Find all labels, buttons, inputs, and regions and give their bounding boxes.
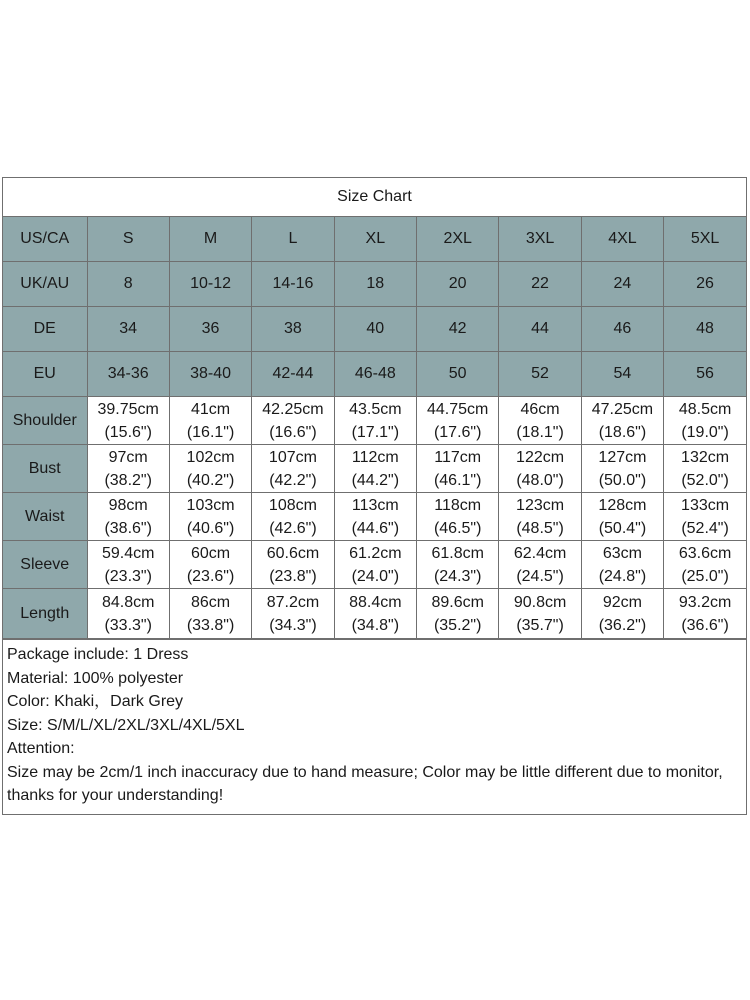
measurement-cell (334, 541, 416, 589)
measurement-cell (499, 445, 581, 493)
cm-value: 63.6cm (678, 544, 732, 562)
measurement-cell (664, 541, 746, 589)
product-notes (3, 639, 746, 814)
cm-value: 97cm (108, 448, 148, 466)
measurement-cell (252, 493, 334, 541)
measurement-cell (664, 589, 746, 639)
inch-value: (17.1") (351, 423, 400, 441)
measurement-cell (169, 541, 251, 589)
cm-value: 123cm (516, 496, 565, 514)
measurement-cell (499, 493, 581, 541)
inch-value: (36.6") (681, 616, 729, 634)
measurement-cell (581, 541, 663, 589)
measurement-cell (169, 445, 251, 493)
inch-value: (50.0") (598, 471, 647, 489)
size-cell: 44 (499, 307, 581, 352)
inch-value: (18.1") (516, 423, 564, 441)
cm-value: 48.5cm (678, 400, 732, 418)
measurement-cell (499, 541, 581, 589)
inch-value: (24.3") (433, 567, 482, 585)
cm-value: 47.25cm (591, 400, 654, 418)
size-cell: 36 (169, 307, 251, 352)
measurement-cell (499, 397, 581, 445)
measurement-cell (87, 445, 169, 493)
size-cell: 2XL (417, 217, 499, 262)
row-label: US/CA (3, 217, 87, 262)
cm-value: 87.2cm (266, 593, 320, 611)
disclaimer-note: Size may be 2cm/1 inch inaccuracy due to hand measure; Color may be little different due to monitor, thanks for your understanding! (7, 763, 723, 804)
cm-value: 102cm (186, 448, 235, 466)
size-cell: 46 (581, 307, 663, 352)
size-cell: 38 (252, 307, 334, 352)
cm-value: 41cm (191, 400, 231, 418)
row-label: Bust (3, 445, 87, 493)
size-cell: 42-44 (252, 352, 334, 397)
cm-value: 46cm (520, 400, 560, 418)
size-system-row (3, 307, 746, 352)
measurement-row (3, 541, 746, 589)
inch-value: (40.6") (186, 519, 235, 537)
cm-value: 92cm (602, 593, 642, 611)
inch-value: (16.1") (186, 423, 235, 441)
measurement-cell (499, 589, 581, 639)
cm-value: 62.4cm (513, 544, 567, 562)
inch-value: (36.2") (598, 616, 647, 634)
cm-value: 42.25cm (262, 400, 324, 418)
measurement-cell (252, 541, 334, 589)
cm-value: 60.6cm (266, 544, 320, 562)
size-cell: 40 (334, 307, 416, 352)
measurement-cell (417, 493, 499, 541)
measurement-cell (417, 541, 499, 589)
inch-value: (35.2") (433, 616, 482, 634)
measurement-row (3, 493, 746, 541)
measurement-row (3, 445, 746, 493)
cm-value: 84.8cm (101, 593, 155, 611)
inch-value: (44.2") (351, 471, 400, 489)
inch-value: (19.0") (681, 423, 729, 441)
inch-value: (35.7") (516, 616, 564, 634)
measurement-cell (334, 397, 416, 445)
inch-value: (24.0") (351, 567, 400, 585)
inch-value: (23.3") (104, 567, 152, 585)
cm-value: 44.75cm (427, 400, 489, 418)
cm-value: 89.6cm (431, 593, 484, 611)
measurement-cell (581, 493, 663, 541)
row-label: Length (3, 589, 87, 639)
cm-value: 103cm (186, 496, 235, 514)
inch-value: (23.6") (186, 567, 235, 585)
inch-value: (33.8") (186, 616, 235, 634)
inch-value: (34.8") (351, 616, 400, 634)
inch-value: (38.6") (104, 519, 152, 537)
cm-value: 118cm (434, 496, 482, 514)
cm-value: 61.8cm (431, 544, 484, 562)
inch-value: (24.8") (598, 567, 647, 585)
inch-value: (42.6") (269, 519, 317, 537)
inch-value: (48.0") (516, 471, 564, 489)
inch-value: (18.6") (598, 423, 647, 441)
inch-value: (44.6") (351, 519, 400, 537)
size-cell: 3XL (499, 217, 581, 262)
material-note: Material: 100% polyester (7, 669, 184, 687)
cm-value: 59.4cm (101, 544, 155, 562)
inch-value: (42.2") (269, 471, 317, 489)
measurement-cell (87, 397, 169, 445)
measurement-cell (252, 397, 334, 445)
size-cell: M (169, 217, 251, 262)
cm-value: 90.8cm (513, 593, 567, 611)
measurement-cell (417, 397, 499, 445)
size-cell: L (252, 217, 334, 262)
cm-value: 112cm (351, 448, 399, 466)
row-label: DE (3, 307, 87, 352)
size-cell: S (87, 217, 169, 262)
size-cell: 4XL (581, 217, 663, 262)
inch-value: (52.0") (681, 471, 729, 489)
size-cell: 50 (417, 352, 499, 397)
cm-value: 133cm (681, 496, 730, 514)
size-cell: 26 (664, 262, 746, 307)
size-note: Size: S/M/L/XL/2XL/3XL/4XL/5XL (7, 716, 245, 734)
size-cell: 54 (581, 352, 663, 397)
inch-value: (17.6") (433, 423, 482, 441)
row-label: UK/AU (3, 262, 87, 307)
size-cell: 34-36 (87, 352, 169, 397)
measurement-row (3, 589, 746, 639)
package-note: Package include: 1 Dress (7, 646, 189, 663)
cm-value: 132cm (681, 448, 730, 466)
inch-value: (25.0") (681, 567, 729, 585)
size-cell: 24 (581, 262, 663, 307)
size-cell: XL (334, 217, 416, 262)
cm-value: 39.75cm (97, 400, 159, 418)
inch-value: (34.3") (269, 616, 317, 634)
cm-value: 43.5cm (349, 400, 402, 418)
attention-note: Attention: (7, 740, 75, 757)
size-cell: 38-40 (169, 352, 251, 397)
size-cell: 46-48 (334, 352, 416, 397)
measurement-cell (334, 445, 416, 493)
row-label: Sleeve (3, 541, 87, 589)
row-label: Shoulder (3, 397, 87, 445)
cm-value: 63cm (602, 544, 642, 562)
cm-value: 88.4cm (349, 593, 402, 611)
size-cell: 42 (417, 307, 499, 352)
cm-value: 107cm (268, 448, 317, 466)
measurement-cell (252, 589, 334, 639)
cm-value: 127cm (598, 448, 647, 466)
size-system-row (3, 217, 746, 262)
inch-value: (46.5") (433, 519, 482, 537)
size-cell: 56 (664, 352, 746, 397)
size-system-row (3, 352, 746, 397)
measurement-cell (664, 445, 746, 493)
size-cell: 5XL (664, 217, 746, 262)
size-cell: 20 (417, 262, 499, 307)
size-cell: 48 (664, 307, 746, 352)
row-label: Waist (3, 493, 87, 541)
size-table (3, 217, 746, 639)
size-cell: 52 (499, 352, 581, 397)
measurement-cell (664, 397, 746, 445)
inch-value: (50.4") (598, 519, 647, 537)
measurement-cell (169, 493, 251, 541)
measurement-cell (581, 397, 663, 445)
inch-value: (24.5") (516, 567, 564, 585)
measurement-cell (334, 589, 416, 639)
size-cell: 8 (87, 262, 169, 307)
size-cell: 18 (334, 262, 416, 307)
measurement-cell (581, 589, 663, 639)
inch-value: (23.8") (269, 567, 317, 585)
row-label: EU (3, 352, 87, 397)
cm-value: 86cm (191, 593, 231, 611)
measurement-cell (87, 541, 169, 589)
cm-value: 98cm (108, 496, 148, 514)
cm-value: 122cm (516, 448, 565, 466)
inch-value: (15.6") (104, 423, 152, 441)
inch-value: (46.1") (433, 471, 482, 489)
color-note: Color: Khaki，Dark Grey (7, 693, 184, 710)
size-chart (2, 177, 747, 815)
cm-value: 60cm (191, 544, 231, 562)
measurement-cell (334, 493, 416, 541)
measurement-cell (417, 589, 499, 639)
measurement-cell (87, 493, 169, 541)
size-cell: 34 (87, 307, 169, 352)
measurement-cell (169, 397, 251, 445)
measurement-cell (169, 589, 251, 639)
measurement-cell (581, 445, 663, 493)
size-cell: 22 (499, 262, 581, 307)
chart-title: Size Chart (3, 178, 746, 217)
inch-value: (48.5") (516, 519, 564, 537)
inch-value: (40.2") (186, 471, 235, 489)
cm-value: 117cm (434, 448, 482, 466)
measurement-cell (252, 445, 334, 493)
cm-value: 113cm (351, 496, 399, 514)
cm-value: 128cm (598, 496, 647, 514)
measurement-cell (87, 589, 169, 639)
inch-value: (33.3") (104, 616, 152, 634)
measurement-row (3, 397, 746, 445)
size-cell: 14-16 (252, 262, 334, 307)
inch-value: (16.6") (269, 423, 317, 441)
cm-value: 93.2cm (678, 593, 732, 611)
inch-value: (52.4") (681, 519, 729, 537)
cm-value: 61.2cm (349, 544, 402, 562)
size-cell: 10-12 (169, 262, 251, 307)
measurement-cell (664, 493, 746, 541)
measurement-cell (417, 445, 499, 493)
cm-value: 108cm (268, 496, 317, 514)
size-system-row (3, 262, 746, 307)
inch-value: (38.2") (104, 471, 152, 489)
